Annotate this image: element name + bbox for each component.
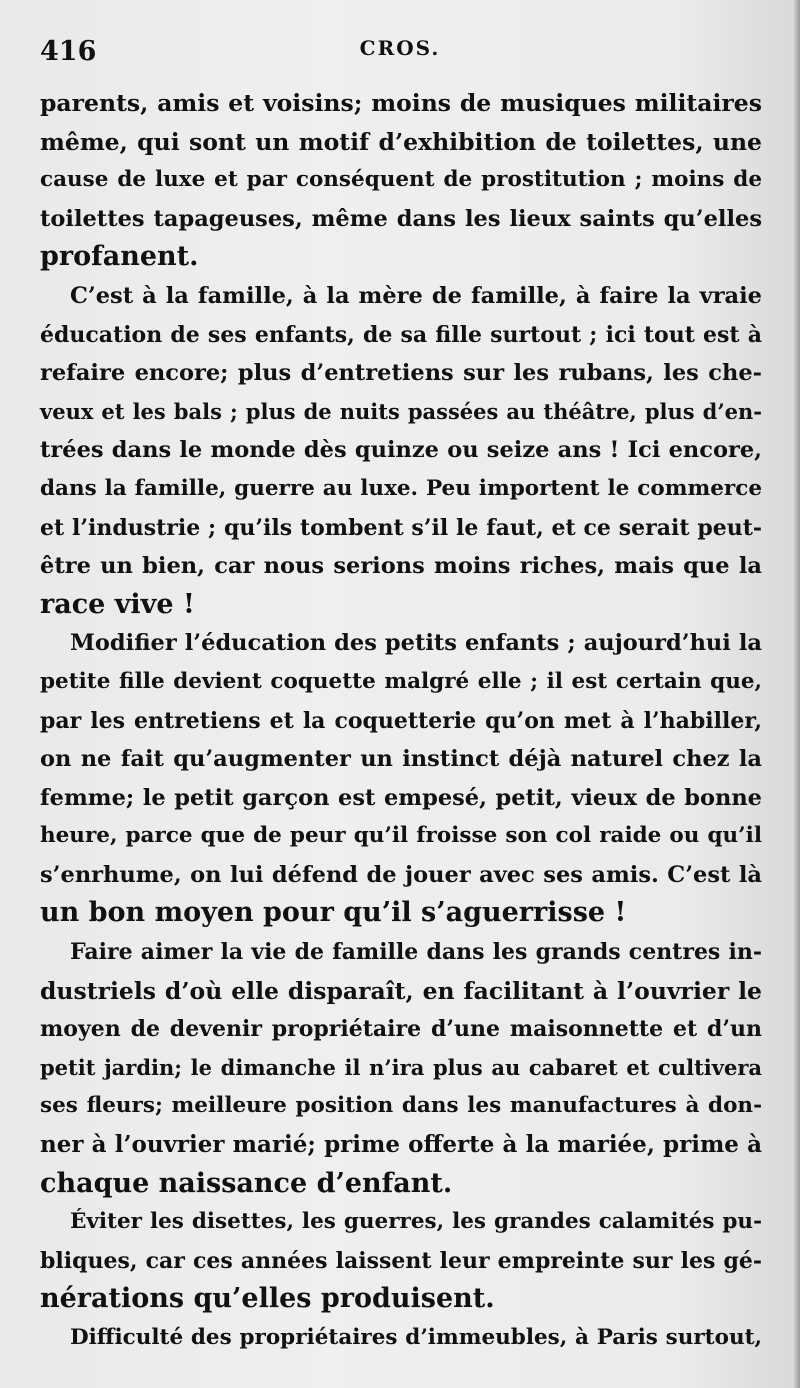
text-line: ner à l’ouvrier marié; prime offerte à la mariée, prime à — [40, 1131, 762, 1159]
text-line: ses fleurs; meilleure position dans les manufactures à don- — [40, 1093, 762, 1119]
text-line: dustriels d’où elle disparaît, en facilitant à l’ouvrier le — [40, 976, 762, 1005]
text-line: heure, parce que de peur qu’il froisse son col raide ou qu’il — [40, 823, 762, 849]
text-line: éducation de ses enfants, de sa fille surtout ; ici tout est à — [40, 321, 762, 348]
text-line: nérations qu’elles produisent. — [40, 1283, 495, 1315]
body-text — [40, 84, 762, 1358]
text-line: femme; le petit garçon est empesé, petit, vieux de bonne — [40, 784, 762, 811]
text-line: Faire aimer la vie de famille dans les grands centres in- — [70, 939, 762, 966]
text-line: on ne fait qu’augmenter un instinct déjà naturel chez la — [40, 746, 762, 773]
text-line: par les entretiens et la coquetterie qu’on met à l’habiller, — [40, 707, 762, 734]
text-line: Éviter les disettes, les guerres, les grandes calamités pu- — [70, 1209, 762, 1235]
text-line: C’est à la famille, à la mère de famille, à faire la vraie — [70, 282, 762, 309]
text-line: cause de luxe et par conséquent de prostitution ; moins de — [40, 167, 762, 193]
text-line: dans la famille, guerre au luxe. Peu importent le commerce — [40, 475, 762, 501]
text-line: Modifier l’éducation des petits enfants ; aujourd’hui la — [70, 630, 762, 657]
text-line: bliques, car ces années laissent leur empreinte sur les gé- — [40, 1247, 762, 1274]
text-line: Difficulté des propriétaires d’immeubles, à Paris surtout, — [70, 1325, 762, 1350]
text-line: petit jardin; le dimanche il n’ira plus au cabaret et cultivera — [40, 1054, 762, 1080]
page-edge — [794, 0, 800, 1388]
running-head: CROS. — [359, 36, 441, 60]
text-line: s’enrhume, on lui défend de jouer avec ses amis. C’est là — [40, 861, 762, 888]
text-line: même, qui sont un motif d’exhibition de toilettes, une — [40, 127, 762, 156]
text-line: parents, amis et voisins; moins de musiques militaires — [40, 89, 762, 117]
text-line: un bon moyen pour qu’il s’aguerrisse ! — [40, 897, 627, 929]
text-line: et l’industrie ; qu’ils tombent s’il le faut, et ce serait peut- — [40, 514, 762, 541]
text-line: profanent. — [40, 241, 199, 273]
text-line: race vive ! — [40, 588, 195, 620]
text-line: moyen de devenir propriétaire d’une maisonnette et d’un — [40, 1016, 762, 1043]
text-line: trées dans le monde dès quinze ou seize ans ! Ici encore, — [40, 437, 762, 464]
text-line: petite fille devient coquette malgré elle ; il est certain que, — [40, 668, 762, 694]
text-line: refaire encore; plus d’entretiens sur les rubans, les che- — [40, 360, 762, 387]
text-line: veux et les bals ; plus de nuits passées au théâtre, plus d’en- — [40, 398, 762, 424]
page-header — [40, 36, 760, 76]
text-line: toilettes tapageuses, même dans les lieux saints qu’elles — [40, 205, 762, 232]
text-line: chaque naissance d’enfant. — [40, 1167, 453, 1199]
page-number: 416 — [40, 36, 97, 67]
text-line: être un bien, car nous serions moins riches, mais que la — [40, 553, 762, 580]
